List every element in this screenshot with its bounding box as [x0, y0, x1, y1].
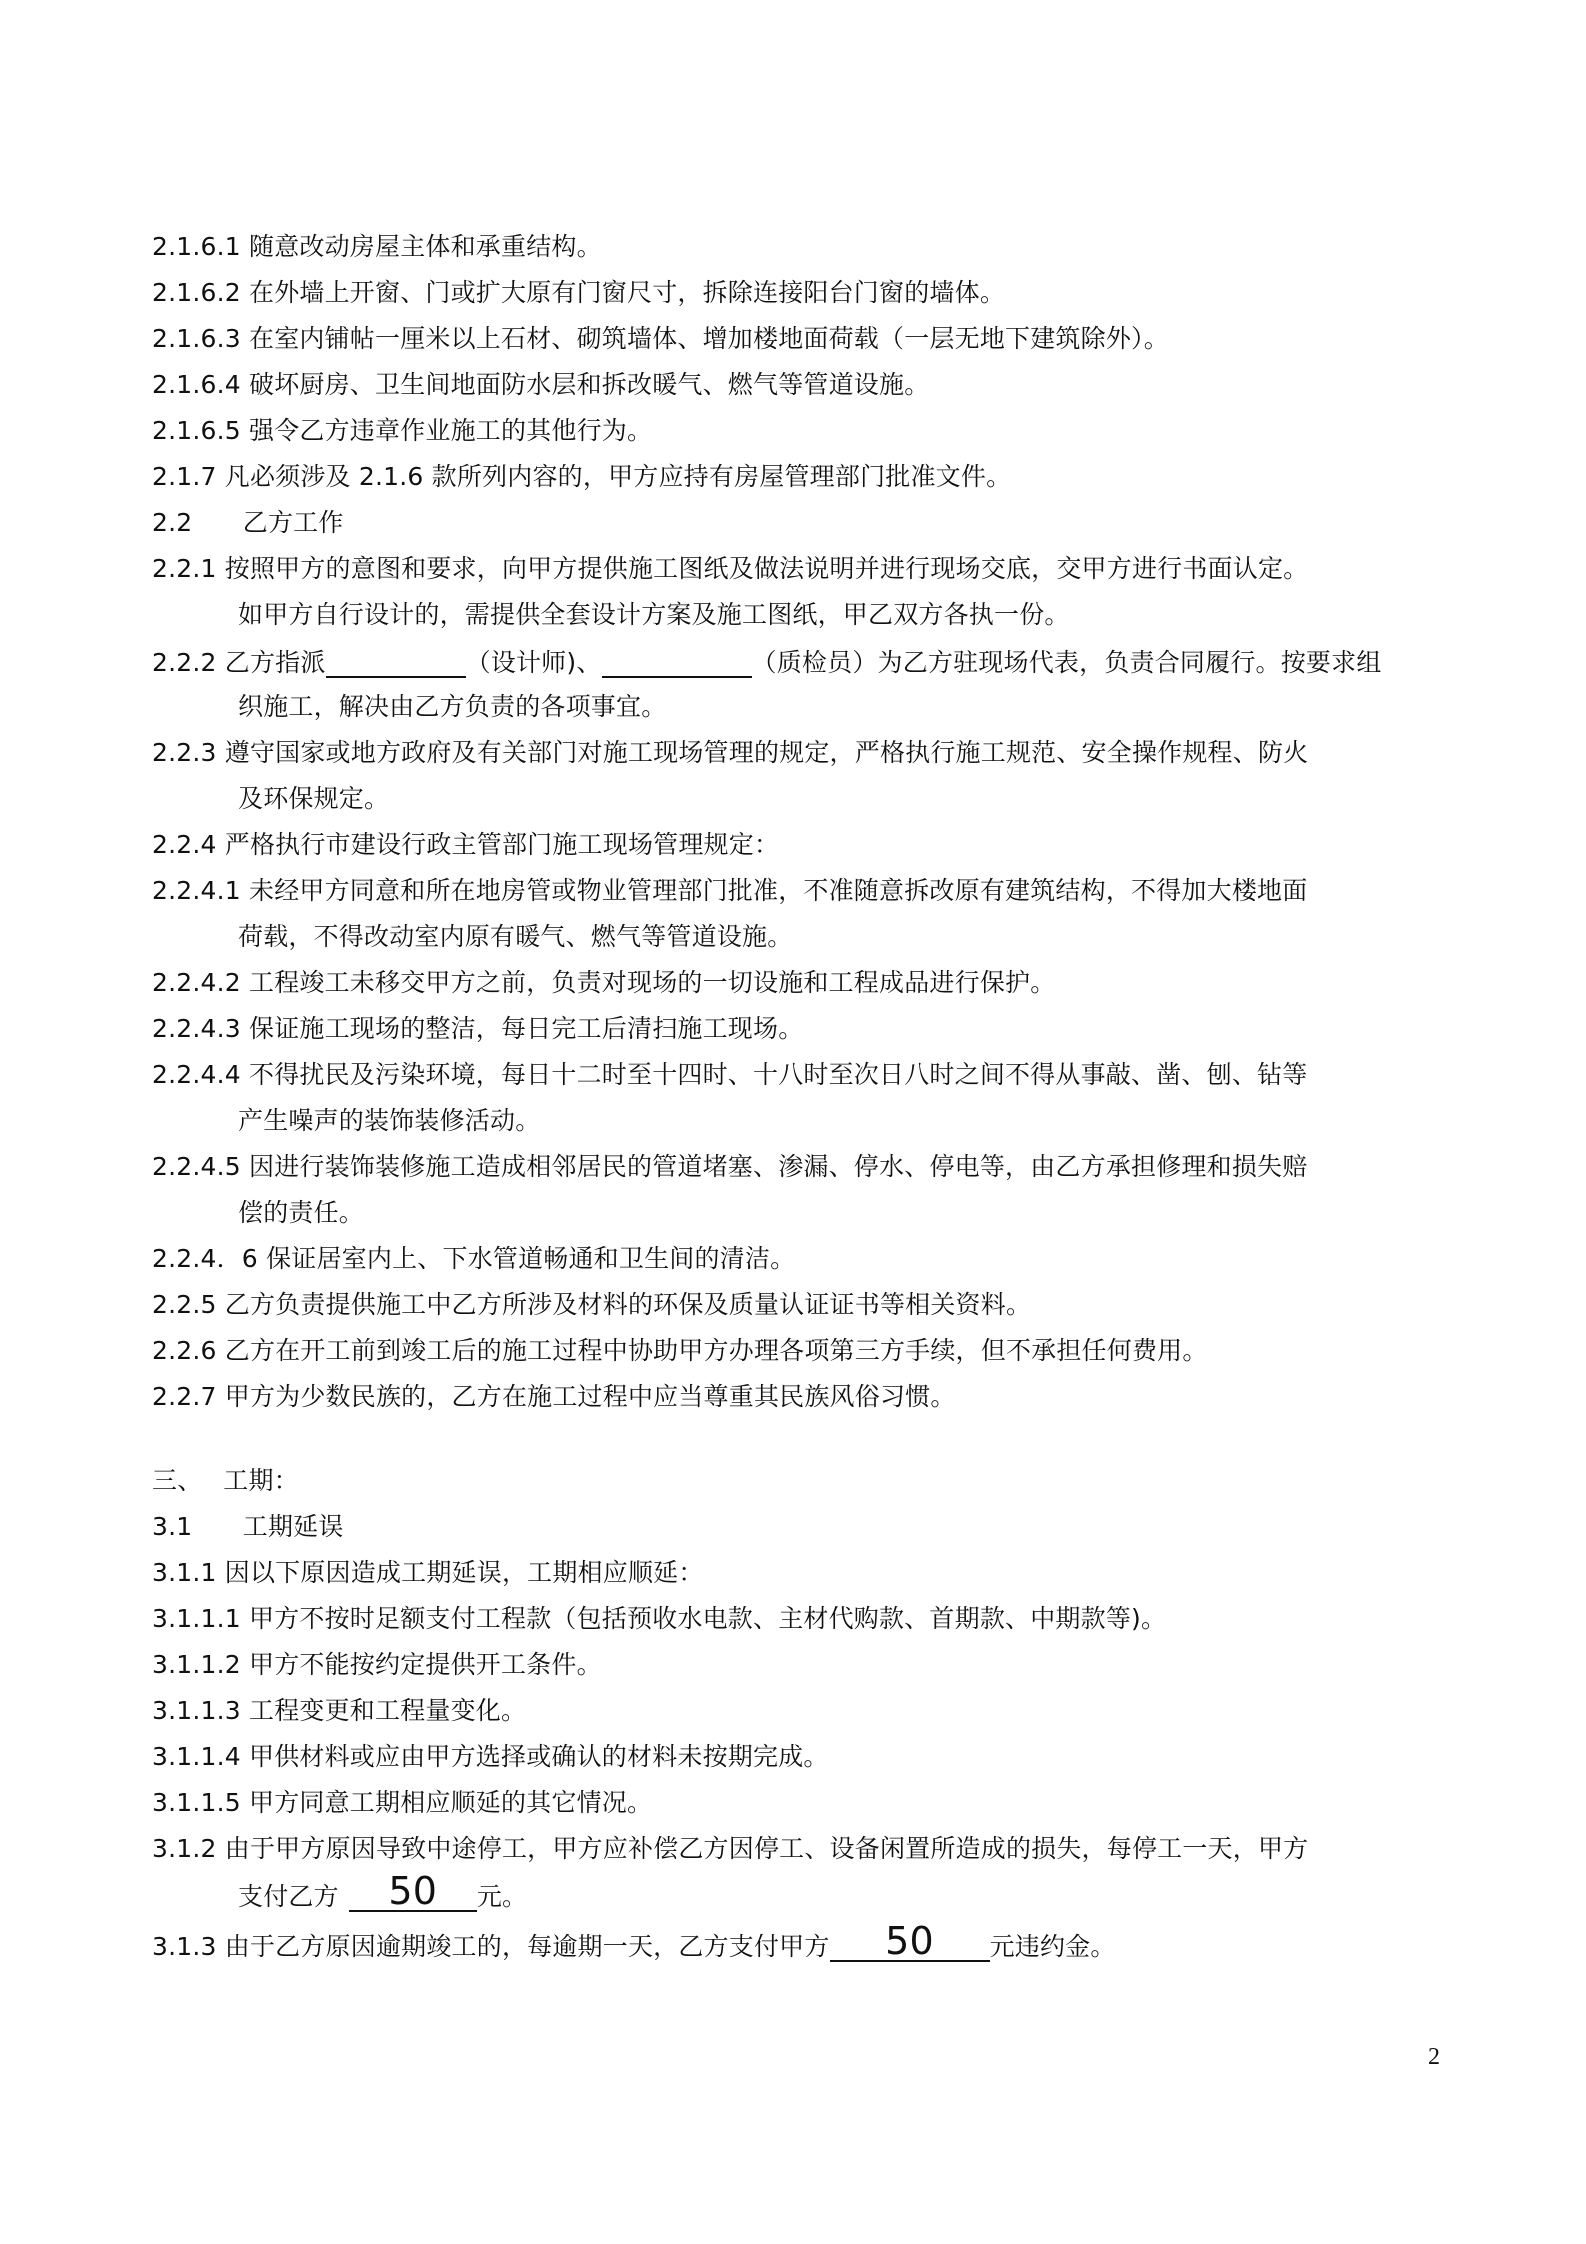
clause-2-2-6: 2.2.6 乙方在开工前到竣工后的施工过程中协助甲方办理各项第三方手续，但不承担任何费用。 [152, 1336, 1208, 1365]
clause-2-2-4-4-continued: 产生噪声的装饰装修活动。 [238, 1106, 541, 1135]
section-2-2-heading: 2.2 乙方工作 [152, 508, 344, 537]
clause-2-1-6-2: 2.1.6.2 在外墙上开窗、门或扩大原有门窗尺寸，拆除连接阳台门窗的墙体。 [152, 278, 1006, 307]
clause-3-1-2-suffix: 元。 [476, 1882, 528, 1911]
clause-3-1-2: 3.1.2 由于甲方原因导致中途停工，甲方应补偿乙方因停工、设备闲置所造成的损失，每停工一天，甲方 [152, 1834, 1309, 1863]
designer-blank [326, 646, 466, 678]
clause-3-1-1-5: 3.1.1.5 甲方同意工期相应顺延的其它情况。 [152, 1788, 653, 1817]
clause-3-1-1-3: 3.1.1.3 工程变更和工程量变化。 [152, 1696, 527, 1725]
clause-2-2-4-2: 2.2.4.2 工程竣工未移交甲方之前，负责对现场的一切设施和工程成品进行保护。 [152, 968, 1056, 997]
compensation-amount-value: 50 [388, 1869, 438, 1913]
clause-2-2-3: 2.2.3 遵守国家或地方政府及有关部门对施工现场管理的规定，严格执行施工规范、安全操作规程、防火 [152, 738, 1309, 767]
clause-2-1-6-1: 2.1.6.1 随意改动房屋主体和承重结构。 [152, 232, 602, 261]
clause-2-2-4-6: 2.2.4．6 保证居室内上、下水管道畅通和卫生间的清洁。 [152, 1244, 796, 1273]
clause-2-2-4: 2.2.4 严格执行市建设行政主管部门施工现场管理规定： [152, 830, 780, 859]
clause-3-1-3-suffix: 元违约金。 [989, 1932, 1116, 1961]
clause-2-2-1-continued: 如甲方自行设计的，需提供全套设计方案及施工图纸，甲乙双方各执一份。 [238, 600, 1070, 629]
clause-2-2-2-end: 组 [1356, 648, 1382, 677]
penalty-amount-value: 50 [885, 1919, 934, 1963]
clause-2-2-4-3: 2.2.4.3 保证施工现场的整洁，每日完工后清扫施工现场。 [152, 1014, 804, 1043]
clause-2-2-1: 2.2.1 按照甲方的意图和要求，向甲方提供施工图纸及做法说明并进行现场交底，交甲方进行书面认定。 [152, 554, 1309, 583]
clause-2-2-7: 2.2.7 甲方为少数民族的，乙方在施工过程中应当尊重其民族风俗习惯。 [152, 1382, 956, 1411]
clause-3-1-1-2: 3.1.1.2 甲方不能按约定提供开工条件。 [152, 1650, 602, 1679]
clause-2-1-6-4: 2.1.6.4 破坏厨房、卫生间地面防水层和拆改暖气、燃气等管道设施。 [152, 370, 930, 399]
penalty-amount-field [830, 1919, 990, 1963]
compensation-amount-field [349, 1869, 477, 1913]
inspector-blank [602, 646, 752, 678]
clause-2-2-4-1: 2.2.4.1 未经甲方同意和所在地房管或物业管理部门批准，不准随意拆改原有建筑结构，不得加大楼地面 [152, 876, 1308, 905]
section-3-1-heading: 3.1 工期延误 [152, 1512, 344, 1541]
clause-2-2-3-continued: 及环保规定。 [238, 784, 390, 813]
clause-3-1-2-continued [238, 1869, 528, 1913]
clause-2-2-4-1-continued: 荷载，不得改动室内原有暖气、燃气等管道设施。 [238, 922, 793, 951]
clause-3-1-3 [152, 1919, 1116, 1963]
inspector-role-label: （质检员）为乙方驻现场代表，负责合同履行。按要求 [751, 648, 1357, 677]
clause-2-2-4-5: 2.2.4.5 因进行装饰装修施工造成相邻居民的管道堵塞、渗漏、停水、停电等，由乙方承担修理和损失赔 [152, 1152, 1308, 1181]
clause-2-2-4-5-continued: 偿的责任。 [238, 1198, 365, 1227]
clause-2-2-2-continued: 织施工，解决由乙方负责的各项事宜。 [238, 692, 667, 721]
clause-3-1-1-4: 3.1.1.4 甲供材料或应由甲方选择或确认的材料未按期完成。 [152, 1742, 829, 1771]
clause-2-1-7: 2.1.7 凡必须涉及 2.1.6 款所列内容的，甲方应持有房屋管理部门批准文件。 [152, 462, 1012, 491]
clause-2-2-2-prefix: 2.2.2 乙方指派 [152, 648, 326, 677]
page-number: 2 [1428, 2044, 1440, 2070]
clause-2-1-6-3: 2.1.6.3 在室内铺帖一厘米以上石材、砌筑墙体、增加楼地面荷载（一层无地下建筑除外）。 [152, 324, 1169, 353]
clause-2-2-4-4: 2.2.4.4 不得扰民及污染环境，每日十二时至十四时、十八时至次日八时之间不得从事敲、凿、刨、钻等 [152, 1060, 1308, 1089]
clause-3-1-3-prefix: 3.1.3 由于乙方原因逾期竣工的，每逾期一天，乙方支付甲方 [152, 1932, 830, 1961]
clause-2-2-5: 2.2.5 乙方负责提供施工中乙方所涉及材料的环保及质量认证证书等相关资料。 [152, 1290, 1032, 1319]
clause-2-1-6-5: 2.1.6.5 强令乙方违章作业施工的其他行为。 [152, 416, 653, 445]
clause-3-1-1-1: 3.1.1.1 甲方不按时足额支付工程款（包括预收水电款、主材代购款、首期款、中期款等)。 [152, 1604, 1167, 1633]
clause-2-2-2 [152, 646, 1382, 678]
designer-role-label: （设计师)、 [465, 648, 602, 677]
section-3-heading: 三、 工期： [152, 1466, 299, 1495]
clause-3-1-1: 3.1.1 因以下原因造成工期延误，工期相应顺延： [152, 1558, 704, 1587]
clause-3-1-2-prefix: 支付乙方 [238, 1882, 339, 1911]
